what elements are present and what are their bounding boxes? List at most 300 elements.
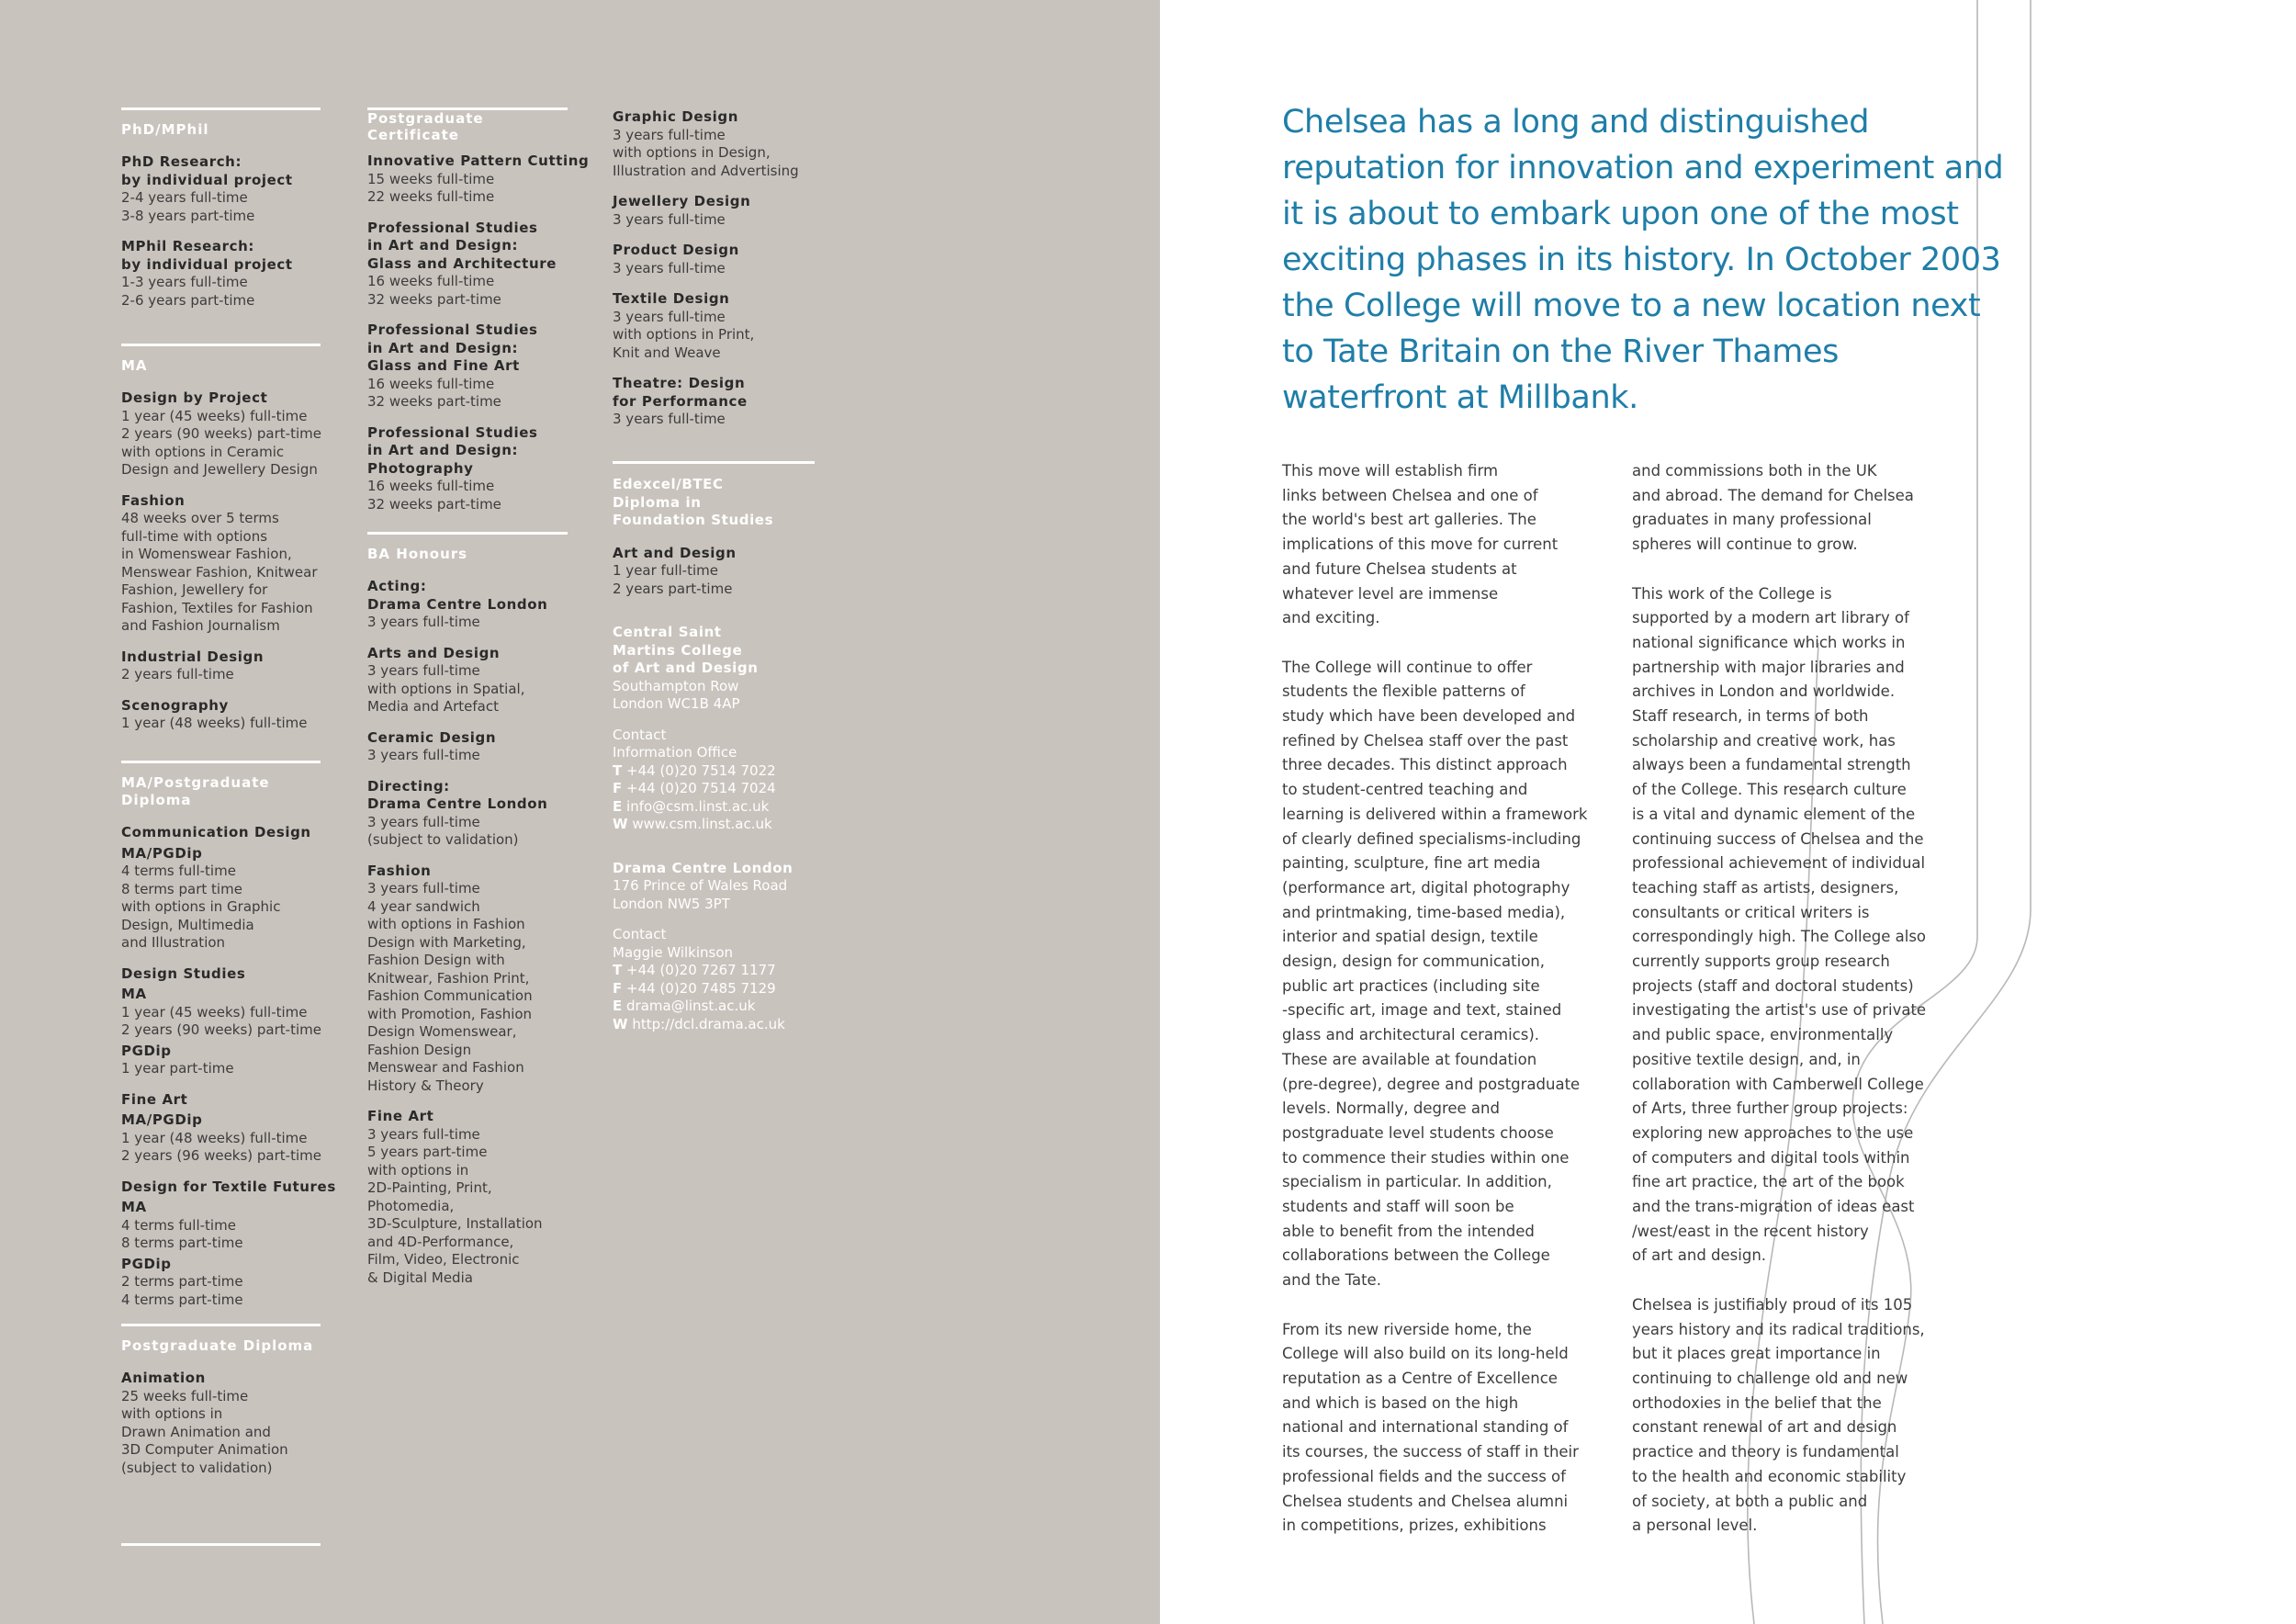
body-line: levels. Normally, degree and	[1282, 1100, 1500, 1118]
body-line: consultants or critical writers is	[1632, 903, 1870, 921]
course-title: Fashion	[121, 491, 186, 509]
course-detail: Fashion Design with	[367, 952, 505, 968]
email-line[interactable]: E drama@linst.ac.uk	[613, 998, 756, 1014]
section-ma-pgdip	[121, 761, 336, 1322]
section-heading: Postgraduate Certificate	[367, 110, 484, 143]
body-line: positive textile design, and, in	[1632, 1050, 1861, 1068]
body-line: public art practices (including site	[1282, 976, 1540, 995]
course-detail: 3 years full-time	[367, 747, 480, 763]
body-line: glass and architectural ceramics).	[1282, 1026, 1540, 1044]
institution-name: Drama Centre London	[613, 859, 793, 876]
body-line: refined by Chelsea staff over the past	[1282, 731, 1569, 750]
course-title: by individual project	[121, 255, 293, 273]
course-detail: 16 weeks full-time	[367, 478, 495, 494]
body-line: These are available at foundation	[1282, 1050, 1537, 1068]
section-ba-honours-continued	[613, 108, 815, 442]
body-line: currently supports group research	[1632, 953, 1890, 971]
institution-name: Martins College	[613, 641, 743, 659]
web-line[interactable]: W http://dcl.drama.ac.uk	[613, 1015, 785, 1032]
body-line: exploring new approaches to the use	[1632, 1123, 1914, 1142]
body-line: College will also build on its long-held	[1282, 1345, 1569, 1363]
body-line: partnership with major libraries and	[1632, 658, 1905, 676]
body-line: in competitions, prizes, exhibitions	[1282, 1517, 1547, 1535]
course-detail: Design Womenswear,	[367, 1023, 517, 1040]
contact-label: Contact	[613, 926, 667, 942]
web-line[interactable]: W www.csm.linst.ac.uk	[613, 816, 772, 832]
course-detail: 3 years full-time	[367, 662, 480, 679]
course-detail: 4 terms full-time	[121, 863, 236, 879]
course-detail: and Illustration	[121, 934, 226, 951]
course-title: Fine Art	[367, 1108, 434, 1124]
course-title: Professional Studies	[367, 219, 538, 236]
course-detail: 5 years part-time	[367, 1144, 488, 1160]
body-line: study which have been developed and	[1282, 707, 1576, 726]
section-heading-line: Edexcel/BTEC	[613, 476, 724, 492]
course-detail: with options in Ceramic	[121, 443, 285, 460]
lede-line: the College will move to a new location next	[1282, 288, 1981, 324]
body-line: and exciting.	[1282, 609, 1380, 627]
course-detail: 3 years full-time	[367, 813, 480, 830]
body-text-column-left	[1282, 459, 1613, 1563]
body-line: students and staff will soon be	[1282, 1198, 1514, 1216]
course-detail: with Promotion, Fashion	[367, 1005, 533, 1022]
course-detail: 22 weeks full-time	[367, 188, 495, 205]
course-detail: 8 terms part time	[121, 880, 242, 897]
course-detail: 2-6 years part-time	[121, 291, 255, 309]
course-title: Glass and Fine Art	[367, 357, 520, 374]
course-entry	[121, 153, 321, 225]
body-line: collaborations between the College	[1282, 1246, 1550, 1265]
course-award: MA/PGDip	[121, 1111, 203, 1128]
course-award: MA	[121, 986, 147, 1002]
course-title: Innovative Pattern Cutting	[367, 152, 590, 169]
body-line: always been a fundamental strength	[1632, 756, 1911, 774]
divider	[121, 1324, 321, 1326]
body-line: Staff research, in terms of both	[1632, 707, 1869, 726]
lede-line: it is about to embark upon one of the most	[1282, 196, 1959, 232]
section-heading	[613, 476, 815, 530]
course-title: Arts and Design	[367, 644, 501, 661]
body-line: whatever level are immense	[1282, 584, 1499, 603]
course-entry	[121, 492, 321, 636]
course-detail: 3D-Sculpture, Installation	[367, 1215, 543, 1232]
body-line: learning is delivered within a framework	[1282, 805, 1588, 823]
course-entry	[367, 645, 568, 716]
course-entry	[367, 863, 568, 1096]
course-detail: 8 terms part-time	[121, 1235, 243, 1251]
course-detail: 1 year (45 weeks) full-time	[121, 1003, 308, 1021]
course-detail: 16 weeks full-time	[367, 375, 495, 392]
course-title: Industrial Design	[121, 648, 264, 665]
section-heading: PhD/MPhil	[121, 121, 209, 138]
lede-line: waterfront at Millbank.	[1282, 379, 1638, 416]
body-line: scholarship and creative work, has	[1632, 731, 1896, 750]
course-title: for Performance	[613, 392, 748, 410]
course-detail: 2 years (90 weeks) part-time	[121, 1021, 321, 1038]
section-heading: MA	[121, 357, 148, 374]
course-detail: 1 year (45 weeks) full-time	[121, 407, 308, 424]
body-line: -specific art, image and text, stained	[1282, 1001, 1562, 1020]
course-detail: 15 weeks full-time	[367, 170, 495, 187]
course-detail: Menswear and Fashion	[367, 1059, 524, 1076]
course-title: Product Design	[613, 242, 739, 258]
course-detail: and 4D-Performance,	[367, 1233, 514, 1250]
divider	[121, 107, 321, 110]
body-line: painting, sculpture, fine art media	[1282, 854, 1541, 873]
course-title: in Art and Design:	[367, 237, 519, 254]
contact-label: Contact	[613, 726, 667, 743]
course-title: Directing:	[367, 777, 450, 795]
divider	[121, 1543, 321, 1546]
course-entry	[121, 648, 321, 684]
body-line: design, design for communication,	[1282, 953, 1545, 971]
body-line: graduates in many professional	[1632, 511, 1872, 529]
course-title: PhD Research:	[121, 153, 242, 170]
course-entry	[367, 321, 568, 412]
section-heading: MA/Postgraduate Diploma	[121, 774, 270, 808]
body-line: and which is based on the high	[1282, 1393, 1519, 1412]
course-detail: 3 years full-time	[613, 126, 726, 143]
course-detail: 1 year (48 weeks) full-time	[121, 1129, 308, 1146]
body-line: its courses, the success of staff in their	[1282, 1443, 1579, 1461]
body-line: (pre-degree), degree and postgraduate	[1282, 1075, 1581, 1093]
body-line: professional fields and the success of	[1282, 1467, 1566, 1485]
course-entry	[367, 220, 568, 310]
body-line: reputation as a Centre of Excellence	[1282, 1369, 1558, 1387]
body-line: /west/east in the recent history	[1632, 1222, 1869, 1240]
body-line: students the flexible patterns of	[1282, 682, 1525, 701]
course-title: Graphic Design	[613, 108, 739, 125]
body-paragraph	[1282, 656, 1613, 1293]
course-title: Drama Centre London	[367, 595, 548, 613]
course-detail: 48 weeks over 5 terms	[121, 510, 279, 526]
course-detail: Fashion, Jewellery for	[121, 581, 268, 598]
section-ma	[121, 344, 321, 746]
course-entry	[121, 697, 321, 733]
course-detail: 16 weeks full-time	[367, 273, 495, 289]
course-detail: with options in	[367, 1161, 469, 1179]
course-title: Ceramic Design	[367, 728, 497, 746]
course-detail: Film, Video, Electronic	[367, 1251, 520, 1268]
body-line: and the trans-migration of ideas east	[1632, 1198, 1915, 1216]
body-line: is a vital and dynamic element of the	[1632, 805, 1916, 823]
course-detail: 2 terms part-time	[121, 1273, 243, 1290]
body-line: (performance art, digital photography	[1282, 878, 1570, 897]
course-entry	[121, 824, 321, 953]
body-paragraph	[1632, 582, 1963, 1269]
body-line: implications of this move for current	[1282, 536, 1559, 554]
course-detail: 32 weeks part-time	[367, 495, 501, 513]
body-paragraph	[1282, 1318, 1613, 1539]
course-detail: with options in Design,	[613, 144, 771, 161]
course-title: Art and Design	[613, 544, 737, 561]
course-detail: Drawn Animation and	[121, 1423, 271, 1440]
course-detail: 2 years (96 weeks) part-time	[121, 1147, 321, 1164]
course-detail: 4 terms part-time	[121, 1291, 243, 1308]
course-award: PGDip	[121, 1042, 172, 1059]
body-line: years history and its radical traditions,	[1632, 1320, 1925, 1338]
address-line: London WC1B 4AP	[613, 695, 740, 712]
body-line: to commence their studies within one	[1282, 1148, 1570, 1167]
body-line: but it places great importance in	[1632, 1345, 1881, 1363]
course-detail: 2 years (90 weeks) part-time	[121, 425, 321, 442]
course-title: in Art and Design:	[367, 442, 519, 458]
body-line: and printmaking, time-based media),	[1282, 903, 1566, 921]
body-line: From its new riverside home, the	[1282, 1320, 1532, 1338]
course-detail: & Digital Media	[367, 1269, 473, 1286]
course-detail: 1 year part-time	[121, 1060, 234, 1077]
course-entry	[367, 778, 568, 850]
address-line: 176 Prince of Wales Road	[613, 877, 788, 894]
body-line: Chelsea students and Chelsea alumni	[1282, 1492, 1569, 1510]
body-line: of the College. This research culture	[1632, 781, 1907, 799]
body-line: archives in London and worldwide.	[1632, 682, 1896, 701]
csm-contact-block	[613, 624, 815, 834]
course-detail: Media and Artefact	[367, 698, 499, 715]
course-title: Professional Studies	[367, 321, 538, 338]
body-line: teaching staff as artists, designers,	[1632, 878, 1899, 897]
course-detail: with options in Graphic	[121, 898, 281, 915]
course-title: Glass and Architecture	[367, 254, 557, 272]
email-line[interactable]: E info@csm.linst.ac.uk	[613, 797, 770, 815]
course-detail: 3 years full-time	[613, 411, 726, 427]
course-entry	[121, 1178, 336, 1310]
body-line: of Arts, three further group projects:	[1632, 1100, 1908, 1118]
course-detail: with options in	[121, 1405, 223, 1422]
section-heading: BA Honours	[367, 546, 468, 562]
course-detail: Illustration and Advertising	[613, 162, 799, 179]
course-detail: Design with Marketing,	[367, 933, 526, 951]
body-line: collaboration with Camberwell College	[1632, 1075, 1924, 1093]
body-line: correspondingly high. The College also	[1632, 928, 1927, 946]
lede-line: exciting phases in its history. In October 2003	[1282, 242, 2001, 278]
body-text-column-right	[1632, 459, 1963, 1563]
course-detail: in Womenswear Fashion,	[121, 546, 292, 562]
course-entry	[613, 242, 815, 277]
lede-line: reputation for innovation and experiment and	[1282, 150, 2004, 186]
body-paragraph	[1632, 1293, 1963, 1539]
section-postgraduate-diploma	[121, 1324, 321, 1490]
body-line: investigating the artist's use of private	[1632, 1001, 1927, 1020]
body-line: interior and spatial design, textile	[1282, 928, 1538, 946]
institution-name: Central Saint	[613, 624, 722, 640]
course-title: Jewellery Design	[613, 193, 751, 209]
course-detail: 32 weeks part-time	[367, 393, 501, 410]
body-line: of art and design.	[1632, 1246, 1767, 1265]
course-detail: Design, Multimedia	[121, 916, 254, 933]
body-line: and future Chelsea students at	[1282, 559, 1517, 578]
course-title: Photography	[367, 459, 474, 477]
body-line: of computers and digital tools within	[1632, 1148, 1910, 1167]
body-line: Chelsea is justifiably proud of its 105	[1632, 1295, 1913, 1314]
course-entry	[613, 290, 815, 362]
course-title: Fine Art	[121, 1090, 188, 1108]
course-entry	[613, 545, 815, 599]
body-line: specialism in particular. In addition,	[1282, 1173, 1552, 1191]
course-detail: 2D-Painting, Print,	[367, 1179, 492, 1196]
course-detail: 1 year (48 weeks) full-time	[121, 715, 308, 731]
dcl-contact-block	[613, 860, 815, 1034]
course-title: Communication Design	[121, 824, 311, 840]
course-detail: and Fashion Journalism	[121, 617, 280, 634]
course-title: Professional Studies	[367, 423, 538, 441]
course-entry	[121, 238, 321, 310]
body-line: to student-centred teaching and	[1282, 781, 1528, 799]
body-line: and public space, environmentally	[1632, 1026, 1894, 1044]
intro-lede	[1282, 99, 2004, 421]
course-detail: Knitwear, Fashion Print,	[367, 969, 530, 987]
course-entry	[613, 375, 815, 429]
address-line: London NW5 3PT	[613, 895, 730, 912]
course-entry	[121, 1091, 321, 1166]
course-detail: 3D Computer Animation	[121, 1441, 288, 1458]
course-detail: 4 year sandwich	[367, 897, 480, 915]
course-detail: Design and Jewellery Design	[121, 461, 318, 478]
course-detail: 3-8 years part-time	[121, 207, 255, 224]
course-entry	[121, 1370, 321, 1477]
institution-name: of Art and Design	[613, 660, 759, 676]
section-heading-line: Foundation Studies	[613, 512, 774, 528]
course-title: Design Studies	[121, 964, 246, 982]
body-line: postgraduate level students choose	[1282, 1123, 1554, 1142]
section-edexcel-btec	[613, 461, 815, 1033]
course-title: Design by Project	[121, 389, 268, 406]
body-line: spheres will continue to grow.	[1632, 536, 1858, 554]
course-detail: 3 years full-time	[613, 308, 726, 325]
course-title: Textile Design	[613, 290, 730, 307]
course-award: PGDip	[121, 1255, 172, 1272]
course-detail: Fashion Design	[367, 1041, 472, 1058]
course-detail: Menswear Fashion, Knitwear	[121, 563, 318, 581]
body-line: able to benefit from the intended	[1282, 1222, 1535, 1240]
divider	[613, 461, 815, 464]
course-detail: (subject to validation)	[121, 1459, 273, 1476]
fax-line: F +44 (0)20 7485 7129	[613, 979, 776, 997]
course-title: Fashion	[367, 862, 432, 879]
course-detail: (subject to validation)	[367, 831, 519, 848]
course-title: Acting:	[367, 578, 427, 594]
body-paragraph	[1632, 459, 1963, 558]
contact-name: Maggie Wilkinson	[613, 943, 734, 961]
body-line: orthodoxies in the belief that the	[1632, 1393, 1882, 1412]
body-line: national significance which works in	[1632, 633, 1906, 651]
section-postgraduate-certificate	[367, 107, 590, 526]
course-detail: History & Theory	[367, 1077, 484, 1094]
body-line: and abroad. The demand for Chelsea	[1632, 486, 1914, 504]
body-line: continuing to challenge old and new	[1632, 1369, 1908, 1387]
body-line: professional achievement of individual	[1632, 854, 1926, 873]
body-line: fine art practice, the art of the book	[1632, 1173, 1905, 1191]
course-detail: 25 weeks full-time	[121, 1387, 249, 1404]
course-entry	[367, 729, 568, 765]
body-line: and the Tate.	[1282, 1271, 1381, 1290]
course-detail: Knit and Weave	[613, 344, 721, 361]
course-detail: 3 years full-time	[367, 880, 480, 897]
course-title: Drama Centre London	[367, 795, 548, 812]
phone-line: T +44 (0)20 7514 7022	[613, 761, 776, 779]
course-detail: 2-4 years full-time	[121, 189, 248, 206]
course-detail: Fashion, Textiles for Fashion	[121, 599, 313, 616]
lede-line: Chelsea has a long and distinguished	[1282, 104, 1870, 141]
contact-name: Information Office	[613, 744, 737, 761]
course-title: Design for Textile Futures	[121, 1178, 336, 1195]
body-line: of clearly defined specialisms-including	[1282, 829, 1581, 848]
body-line: The College will continue to offer	[1282, 658, 1533, 676]
fax-line: F +44 (0)20 7514 7024	[613, 780, 776, 796]
course-detail: 1-3 years full-time	[121, 274, 248, 290]
course-entry	[613, 108, 815, 180]
body-line: supported by a modern art library of	[1632, 609, 1909, 627]
section-phd-mphil	[121, 107, 321, 322]
divider	[121, 344, 321, 346]
body-line: and commissions both in the UK	[1632, 462, 1877, 479]
course-entry	[613, 193, 815, 229]
course-detail: 4 terms full-time	[121, 1216, 236, 1234]
course-entry	[121, 965, 321, 1078]
course-title: Scenography	[121, 696, 229, 714]
divider	[367, 532, 568, 535]
course-title: in Art and Design:	[367, 339, 519, 356]
course-detail: 3 years full-time	[367, 614, 480, 630]
body-line: a personal level.	[1632, 1517, 1758, 1535]
section-ba-honours	[367, 532, 568, 1300]
course-entry	[367, 578, 568, 632]
body-line: three decades. This distinct approach	[1282, 756, 1568, 774]
course-entry	[367, 152, 590, 207]
body-line: This work of the College is	[1632, 584, 1832, 603]
course-entry	[367, 1108, 568, 1287]
address-line: Southampton Row	[613, 677, 739, 694]
course-award: MA	[121, 1199, 147, 1215]
section-heading: Postgraduate Diploma	[121, 1337, 314, 1354]
body-line: This move will establish firm	[1282, 462, 1499, 479]
course-detail: 3 years full-time	[613, 259, 726, 276]
body-line: links between Chelsea and one of	[1282, 486, 1538, 504]
body-line: practice and theory is fundamental	[1632, 1443, 1899, 1461]
course-detail: 3 years full-time	[367, 1125, 480, 1143]
divider	[121, 761, 321, 763]
section-heading-line: Diploma in	[613, 493, 702, 511]
course-detail: 1 year full-time	[613, 562, 718, 579]
course-detail: with options in Spatial,	[367, 680, 525, 697]
body-line: constant renewal of art and design	[1632, 1418, 1897, 1437]
body-line: national and international standing of	[1282, 1418, 1569, 1437]
course-award: MA/PGDip	[121, 844, 203, 862]
course-title: by individual project	[121, 171, 293, 188]
body-line: the world's best art galleries. The	[1282, 511, 1536, 529]
course-entry	[121, 389, 321, 479]
course-detail: 2 years part-time	[613, 580, 733, 597]
course-entry	[367, 424, 568, 514]
course-detail: 3 years full-time	[613, 210, 726, 228]
course-detail: Photomedia,	[367, 1197, 455, 1214]
body-line: to the health and economic stability	[1632, 1467, 1907, 1485]
lede-line: to Tate Britain on the River Thames	[1282, 333, 1839, 370]
course-title: MPhil Research:	[121, 238, 255, 254]
course-detail: 32 weeks part-time	[367, 290, 501, 308]
phone-line: T +44 (0)20 7267 1177	[613, 962, 776, 978]
course-detail: with options in Fashion	[367, 916, 525, 932]
body-line: projects (staff and doctoral students)	[1632, 976, 1914, 995]
course-title: Animation	[121, 1370, 206, 1386]
body-line: continuing success of Chelsea and the	[1632, 829, 1924, 848]
body-paragraph	[1282, 459, 1613, 631]
course-detail: full-time with options	[121, 527, 268, 545]
course-detail: with options in Print,	[613, 326, 755, 343]
course-detail: 2 years full-time	[121, 666, 234, 682]
course-detail: Fashion Communication	[367, 987, 533, 1004]
course-title: Theatre: Design	[613, 375, 746, 391]
